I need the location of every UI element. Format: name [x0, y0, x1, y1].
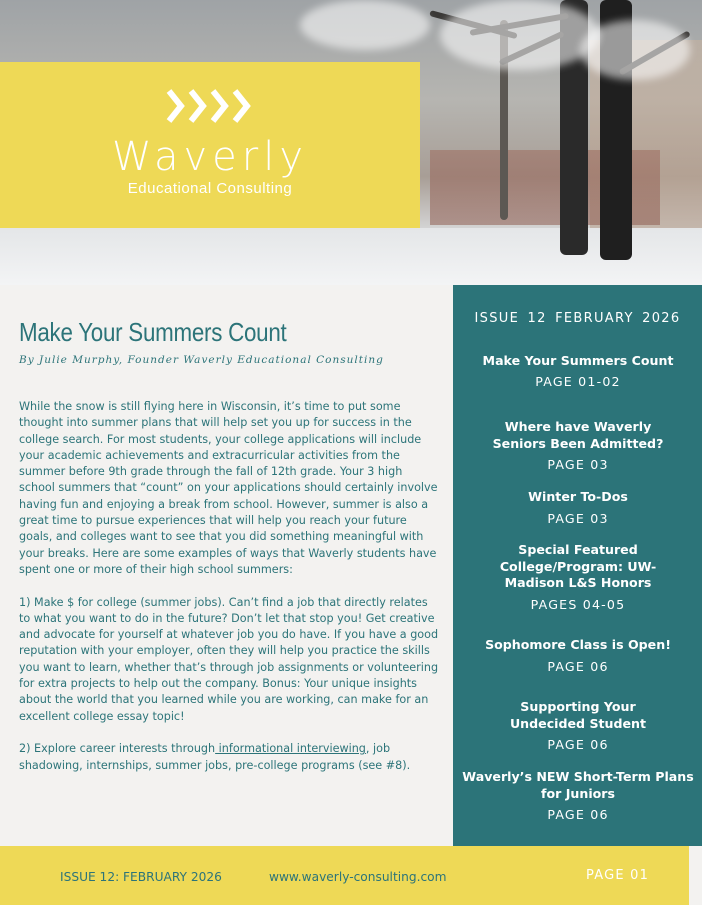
- toc-item[interactable]: [488, 542, 668, 612]
- toc-item[interactable]: [483, 419, 673, 472]
- hero-photo: [0, 0, 702, 285]
- footer-issue: ISSUE 12: FEBRUARY 2026: [60, 870, 222, 884]
- toc-item[interactable]: [461, 769, 695, 822]
- paragraph: While the snow is still flying here in Wisconsin, it’s time to put some thought into summer plans that will help set you up for success in the college search. For most students, your college applications will include your academic achievements and extracurricular activities from the summer before 9th grade through the fall of 12th grade. Your 3 high school summers that “count” on your applications should certainly involve having fun and enjoying a break from school. However, summer is also a great time to pursue experiences that will help you reach your future goals, and colleges want to see that you did something meaningful with your breaks. Here are some examples of ways that Waverly students have spent one or more of their high school summers:: [19, 400, 438, 576]
- snow-frost: [580, 20, 690, 80]
- paragraph-text: 2) Explore career interests through: [19, 742, 216, 756]
- brand-tagline: Educational Consulting: [127, 180, 293, 197]
- toc-item-title: Make Your Summers Count: [482, 353, 674, 368]
- article: [0, 285, 453, 846]
- footer: [0, 846, 689, 905]
- toc-item[interactable]: [461, 637, 695, 674]
- toc-item-title: Waverly’s NEW Short-Term Plans for Juniors: [462, 769, 694, 801]
- article-byline: By Julie Murphy, Founder Waverly Educational Consulting: [19, 354, 384, 366]
- footer-page-number: PAGE 01: [586, 868, 650, 883]
- toc-item[interactable]: [461, 489, 695, 526]
- toc-item-page: PAGE 01-02: [535, 373, 621, 389]
- toc-item-page: PAGES 04-05: [530, 596, 626, 612]
- toc-item-title: Sophomore Class is Open!: [485, 637, 671, 652]
- footer-website-link[interactable]: www.waverly-consulting.com: [269, 870, 447, 884]
- toc-item-title: Where have Waverly Seniors Been Admitted?: [492, 419, 664, 451]
- article-title: Make Your Summers Count: [19, 317, 287, 347]
- article-body: [19, 399, 439, 790]
- toc-item-page: PAGE 06: [547, 737, 609, 752]
- toc-item-title: Supporting Your Undecided Student: [509, 699, 647, 731]
- snow-frost: [440, 0, 600, 70]
- paragraph: [19, 741, 439, 774]
- toc-item-title: Special Featured College/Program: UW-Madison L&S Honors: [499, 542, 657, 590]
- toc-item-page: PAGE 06: [547, 807, 609, 822]
- paragraph-text: 1) Make $ for college (summer jobs). Can’t find a job that directly relates to what you want to do in the future? Don’t let that stop you! Get creative and advocate for yourself at whatever job you do have. If you have a good reputation with your employer, often they will help you practice the skills you want to learn, whether that’s through job assignments or volunteering for extra projects to help out the company. Bonus: Your unique insights about the world that you learned while you are working, can make for an excellent college essay topic!: [19, 595, 439, 723]
- snow-ground: [0, 228, 702, 285]
- informational-interviewing-link[interactable]: informational interviewing: [215, 742, 366, 756]
- paragraph: [19, 595, 439, 725]
- toc-item-page: PAGE 03: [547, 510, 609, 526]
- toc-item-title: Winter To-Dos: [528, 489, 628, 504]
- toc-item[interactable]: [461, 353, 695, 389]
- table-of-contents: [453, 285, 702, 846]
- toc-item-page: PAGE 06: [547, 658, 609, 674]
- chevron-logo-icon: [165, 86, 257, 126]
- toc-item[interactable]: [493, 699, 663, 752]
- issue-label: ISSUE 12 FEBRUARY 2026: [474, 311, 681, 326]
- toc-item-page: PAGE 03: [547, 457, 609, 472]
- snow-frost: [300, 0, 430, 50]
- paragraph-text: , job shadowing, internships, summer jobs, pre-college programs (see #8).: [19, 742, 411, 772]
- brand-name: Waverly: [111, 134, 308, 180]
